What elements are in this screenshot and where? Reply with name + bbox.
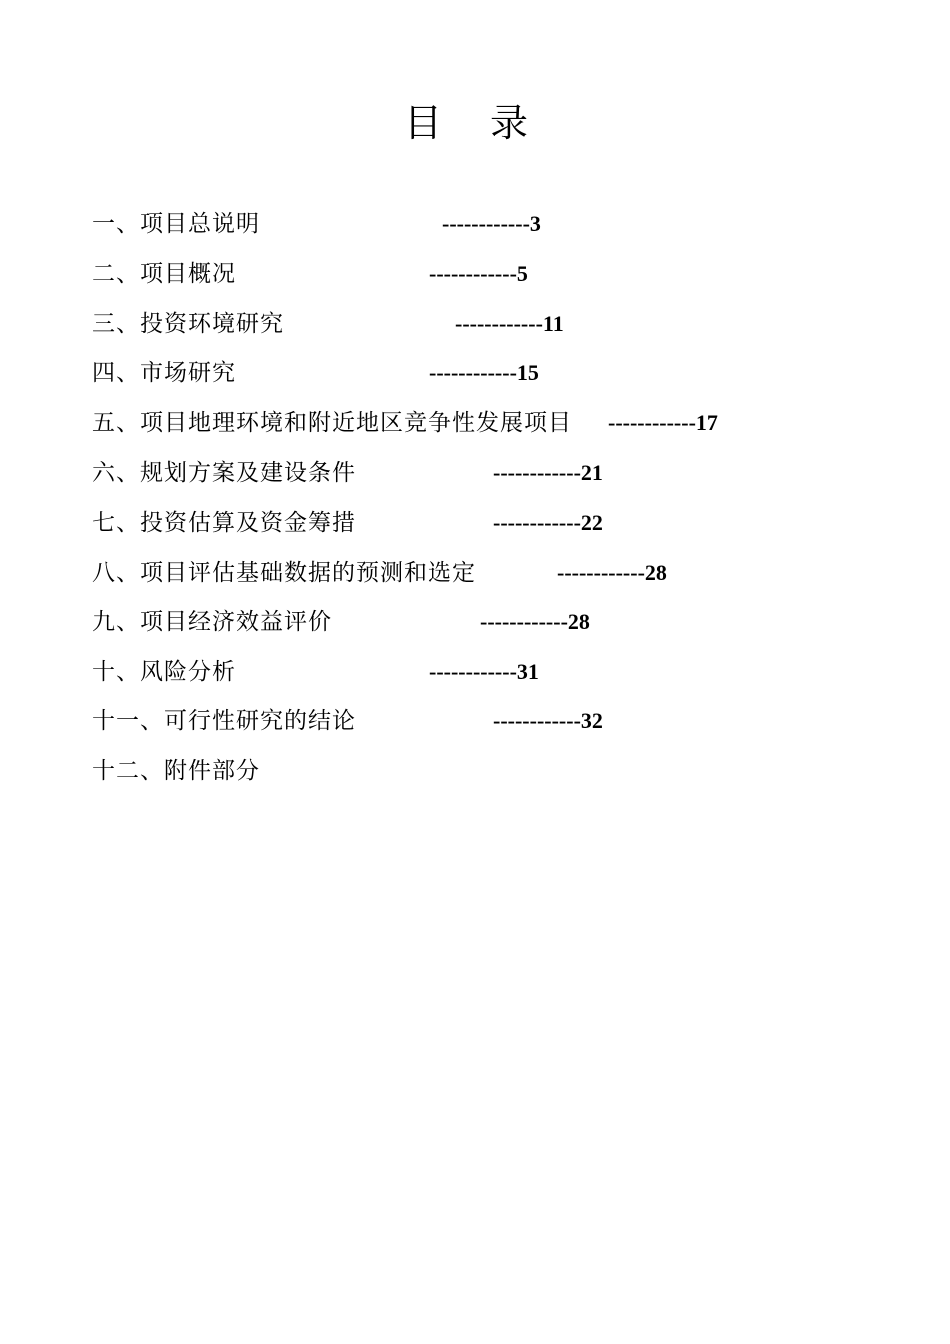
toc-entry-page: ------------21 [493,460,603,485]
page-title: 目 录 [403,101,547,145]
toc-entry-page: ------------32 [493,708,603,733]
toc-entry-label: 五、项目地理环境和附近地区竞争性发展项目 [92,410,572,436]
toc-entry-page: ------------5 [429,261,528,286]
toc-entry-page: ------------28 [480,609,590,634]
toc-entry-page: ------------3 [442,211,541,236]
toc-entry-label: 三、投资环境研究 [92,311,284,337]
toc-entry-page: ------------28 [557,560,667,585]
toc-entry-label: 十、风险分析 [92,659,236,685]
toc-entry-label: 四、市场研究 [92,360,236,386]
toc-entry-label: 十二、附件部分 [92,758,260,784]
toc-entry-page: ------------11 [455,311,564,336]
toc-entry-label: 一、项目总说明 [92,211,260,237]
toc-entry-label: 二、项目概况 [92,261,236,287]
toc-entry-page: ------------15 [429,360,539,385]
toc-entry-label: 七、投资估算及资金筹措 [92,510,356,536]
toc-entry-page: ------------31 [429,659,539,684]
toc-entry-page: ------------22 [493,510,603,535]
toc-entry-label: 十一、可行性研究的结论 [92,708,356,734]
toc-entry-label: 九、项目经济效益评价 [92,609,332,635]
toc-entry-label: 六、规划方案及建设条件 [92,460,356,486]
toc-entry-label: 八、项目评估基础数据的预测和选定 [92,560,476,586]
toc-entry-page: ------------17 [608,410,718,435]
